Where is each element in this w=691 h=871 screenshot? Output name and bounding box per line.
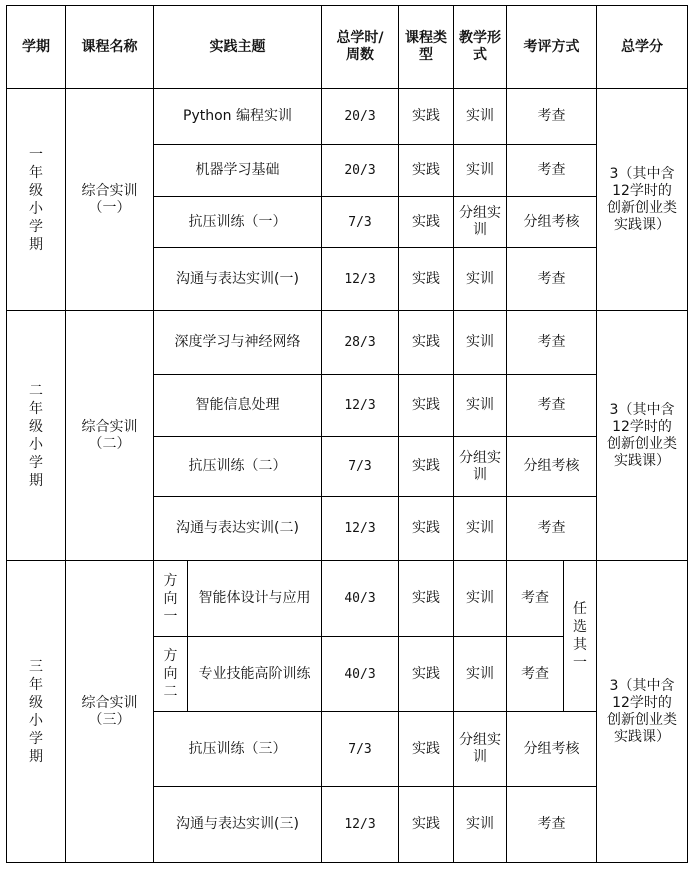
table-row (7, 561, 688, 637)
assessment-cell: 考查 (507, 787, 597, 863)
header-topic: 实践主题 (154, 6, 322, 89)
assessment-cell: 考查 (507, 311, 597, 375)
form-cell: 实训 (454, 375, 507, 437)
hours-cell: 40/3 (322, 637, 399, 712)
hours-cell: 28/3 (322, 311, 399, 375)
hours-cell: 12/3 (322, 497, 399, 561)
direction-cell: 方向二 (154, 637, 188, 712)
course-cell: 综合实训（三） (66, 561, 154, 863)
form-cell: 分组实训 (454, 712, 507, 787)
credits-cell: 3（其中含12学时的创新创业类实践课） (597, 89, 688, 311)
hours-cell: 20/3 (322, 145, 399, 197)
hours-cell: 7/3 (322, 437, 399, 497)
assessment-cell: 考查 (507, 497, 597, 561)
header-assessment: 考评方式 (507, 6, 597, 89)
course-cell: 综合实训（二） (66, 311, 154, 561)
direction-cell: 方向一 (154, 561, 188, 637)
assessment-cell: 考查 (507, 561, 564, 637)
hours-cell: 20/3 (322, 89, 399, 145)
form-cell: 实训 (454, 787, 507, 863)
topic-cell: 深度学习与神经网络 (154, 311, 322, 375)
topic-cell: 智能体设计与应用 (188, 561, 322, 637)
form-cell: 实训 (454, 497, 507, 561)
credits-cell: 3（其中含12学时的创新创业类实践课） (597, 561, 688, 863)
table-row (7, 89, 688, 145)
term-cell: 二年级小学期 (7, 311, 66, 561)
type-cell: 实践 (399, 145, 454, 197)
assessment-cell: 考查 (507, 637, 564, 712)
assessment-cell: 考查 (507, 89, 597, 145)
elective-note-cell: 任选其一 (564, 561, 597, 712)
form-cell: 实训 (454, 561, 507, 637)
type-cell: 实践 (399, 712, 454, 787)
assessment-cell: 分组考核 (507, 712, 597, 787)
table-row (7, 311, 688, 375)
hours-cell: 7/3 (322, 197, 399, 248)
form-cell: 分组实训 (454, 437, 507, 497)
credits-cell: 3（其中含12学时的创新创业类实践课） (597, 311, 688, 561)
type-cell: 实践 (399, 497, 454, 561)
hours-cell: 7/3 (322, 712, 399, 787)
header-teaching-form: 教学形式 (454, 6, 507, 89)
hours-cell: 12/3 (322, 787, 399, 863)
topic-cell: 专业技能高阶训练 (188, 637, 322, 712)
type-cell: 实践 (399, 787, 454, 863)
type-cell: 实践 (399, 375, 454, 437)
topic-cell: 沟通与表达实训(三) (154, 787, 322, 863)
course-cell: 综合实训（一） (66, 89, 154, 311)
form-cell: 实训 (454, 145, 507, 197)
topic-cell: 沟通与表达实训(一) (154, 248, 322, 311)
assessment-cell: 分组考核 (507, 197, 597, 248)
topic-cell: 智能信息处理 (154, 375, 322, 437)
term-cell: 三年级小学期 (7, 561, 66, 863)
topic-cell: 机器学习基础 (154, 145, 322, 197)
assessment-cell: 分组考核 (507, 437, 597, 497)
type-cell: 实践 (399, 197, 454, 248)
assessment-cell: 考查 (507, 375, 597, 437)
topic-cell: 沟通与表达实训(二) (154, 497, 322, 561)
term-cell: 一年级小学期 (7, 89, 66, 311)
assessment-cell: 考查 (507, 145, 597, 197)
form-cell: 实训 (454, 637, 507, 712)
header-term: 学期 (7, 6, 66, 89)
hours-cell: 40/3 (322, 561, 399, 637)
hours-cell: 12/3 (322, 248, 399, 311)
assessment-cell: 考查 (507, 248, 597, 311)
type-cell: 实践 (399, 248, 454, 311)
form-cell: 实训 (454, 248, 507, 311)
form-cell: 实训 (454, 311, 507, 375)
header-course-name: 课程名称 (66, 6, 154, 89)
type-cell: 实践 (399, 637, 454, 712)
form-cell: 分组实训 (454, 197, 507, 248)
topic-cell: 抗压训练（三） (154, 712, 322, 787)
type-cell: 实践 (399, 437, 454, 497)
form-cell: 实训 (454, 89, 507, 145)
type-cell: 实践 (399, 89, 454, 145)
header-hours-weeks: 总学时/周数 (322, 6, 399, 89)
header-row (7, 6, 688, 89)
topic-cell: Python 编程实训 (154, 89, 322, 145)
topic-cell: 抗压训练（二） (154, 437, 322, 497)
topic-cell: 抗压训练（一） (154, 197, 322, 248)
header-credits: 总学分 (597, 6, 688, 89)
curriculum-table (6, 5, 688, 863)
type-cell: 实践 (399, 311, 454, 375)
hours-cell: 12/3 (322, 375, 399, 437)
type-cell: 实践 (399, 561, 454, 637)
header-course-type: 课程类型 (399, 6, 454, 89)
